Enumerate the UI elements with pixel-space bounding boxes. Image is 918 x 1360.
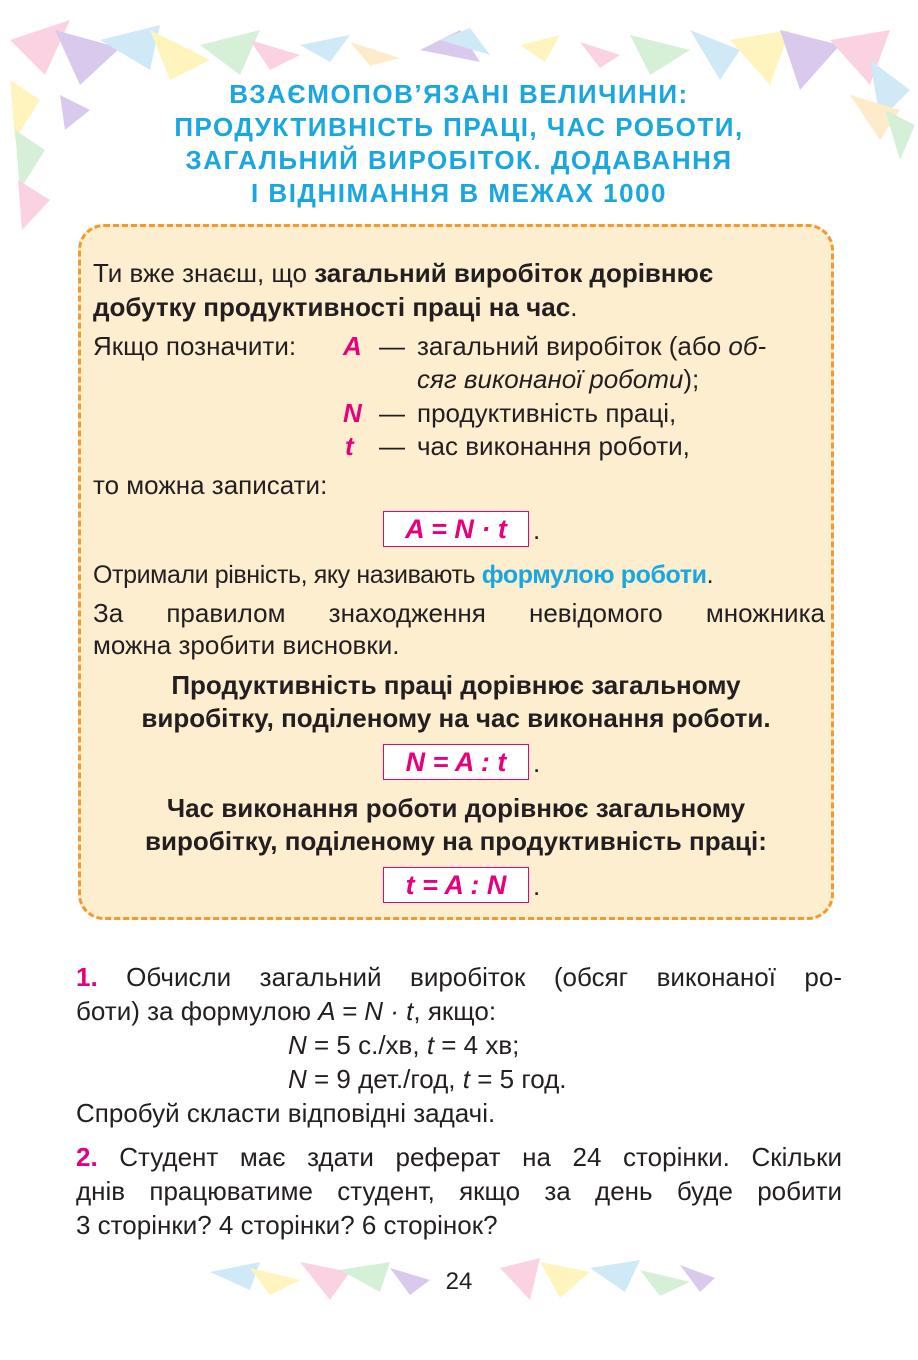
time-rule-line-2: виробітку, поділеному на продуктивність праці: — [145, 826, 767, 856]
intro-bold-text: загальний виробіток дорівнює — [314, 258, 714, 288]
task-2-line-1 — [76, 1140, 842, 1174]
productivity-rule-line-2: виробітку, поділеному на час виконання роботи. — [141, 703, 771, 733]
variable: t — [462, 1064, 470, 1094]
title-line: І ВІДНІМАННЯ В МЕЖАХ 1000 — [250, 178, 668, 208]
task-2 — [76, 1140, 842, 1242]
task-2-line-2: днів працюватиме студент, якщо за день буде робити — [76, 1176, 842, 1206]
definition-t: час виконання роботи, — [417, 431, 690, 461]
task-text: Обчисли загальний виробіток (обсяг виконаної ро- — [126, 962, 842, 992]
variable: t — [426, 1030, 435, 1060]
formula-name-line — [93, 559, 713, 591]
intro-text: Ти вже знаєш, що — [93, 258, 315, 288]
task-number: 1. — [76, 962, 98, 992]
intro-line-1 — [93, 257, 713, 289]
definition-a-line-1 — [417, 330, 766, 362]
task-1-line-5: Спробуй скласти відповідні задачі. — [76, 1098, 496, 1128]
task-text: боти) за формулою — [76, 996, 319, 1026]
page-number: 24 — [445, 1268, 473, 1295]
punctuation: . — [533, 748, 541, 778]
punctuation: ); — [683, 364, 700, 394]
rule-line-1: За правилом знаходження невідомого множника — [93, 598, 825, 628]
dash: — — [379, 331, 405, 361]
task-2-line-3: 3 сторінки? 4 сторінки? 6 сторінок? — [76, 1210, 498, 1240]
punctuation: . — [706, 561, 714, 589]
time-rule-line-1: Час виконання роботи дорівнює загальному — [166, 793, 746, 823]
rule-box — [78, 224, 834, 920]
definition-n: продуктивність праці, — [417, 398, 677, 428]
formula-time: t = A : N — [383, 867, 529, 903]
task-text: , якщо: — [413, 996, 497, 1026]
dash: — — [379, 431, 405, 461]
task-1-line-2 — [76, 994, 842, 1028]
value: = 4 хв; — [434, 1030, 520, 1060]
task-number: 2. — [76, 1142, 98, 1172]
notation-lead: Якщо позначити: — [93, 331, 297, 361]
title-line: ПРОДУКТИВНІСТЬ ПРАЦІ, ЧАС РОБОТИ, — [174, 112, 744, 142]
task-1-line-1 — [76, 960, 842, 994]
definition-a-line-2 — [417, 363, 699, 395]
task-text: Студент має здати реферат на 24 сторінки. Скільки — [119, 1142, 842, 1172]
dash: — — [379, 398, 405, 428]
definition-italic: об- — [728, 331, 767, 361]
title-line: ВЗАЄМОПОВ’ЯЗАНІ ВЕЛИЧИНИ: — [229, 79, 689, 109]
intro-line-2 — [93, 291, 577, 323]
variable-a: A — [343, 331, 362, 361]
task-1-case-2 — [76, 1062, 842, 1096]
formula-work: A = N · t — [383, 511, 529, 547]
rule-line-2: можна зробити висновки. — [93, 630, 400, 660]
variable-t: t — [345, 431, 354, 461]
lesson-title — [60, 78, 858, 210]
punctuation: . — [570, 292, 578, 322]
value: = 9 дет./год, — [306, 1064, 463, 1094]
text: Отримали рівність, яку називають — [93, 561, 482, 589]
variable-n: N — [343, 398, 362, 428]
intro-bold-text: добутку продуктивності праці на час — [93, 292, 571, 322]
variable: N — [288, 1030, 307, 1060]
punctuation: . — [533, 515, 541, 545]
productivity-rule-line-1: Продуктивність праці дорівнює загальному — [171, 670, 741, 700]
punctuation: . — [533, 871, 541, 901]
formula-term: формулою роботи — [481, 561, 707, 589]
variable: N — [288, 1064, 307, 1094]
definition-italic: сяг виконаної роботи — [417, 364, 684, 394]
task-1 — [76, 960, 842, 1130]
value: = 5 с./хв, — [306, 1030, 427, 1060]
formula-productivity: N = A : t — [383, 744, 529, 780]
task-1-case-1 — [76, 1028, 842, 1062]
definition-text: загальний виробіток (або — [417, 331, 729, 361]
value: = 5 год. — [470, 1064, 567, 1094]
inline-formula: A = N · t — [318, 996, 414, 1026]
title-line: ЗАГАЛЬНИЙ ВИРОБІТОК. ДОДАВАННЯ — [185, 145, 733, 175]
then-write: то можна записати: — [93, 470, 328, 500]
